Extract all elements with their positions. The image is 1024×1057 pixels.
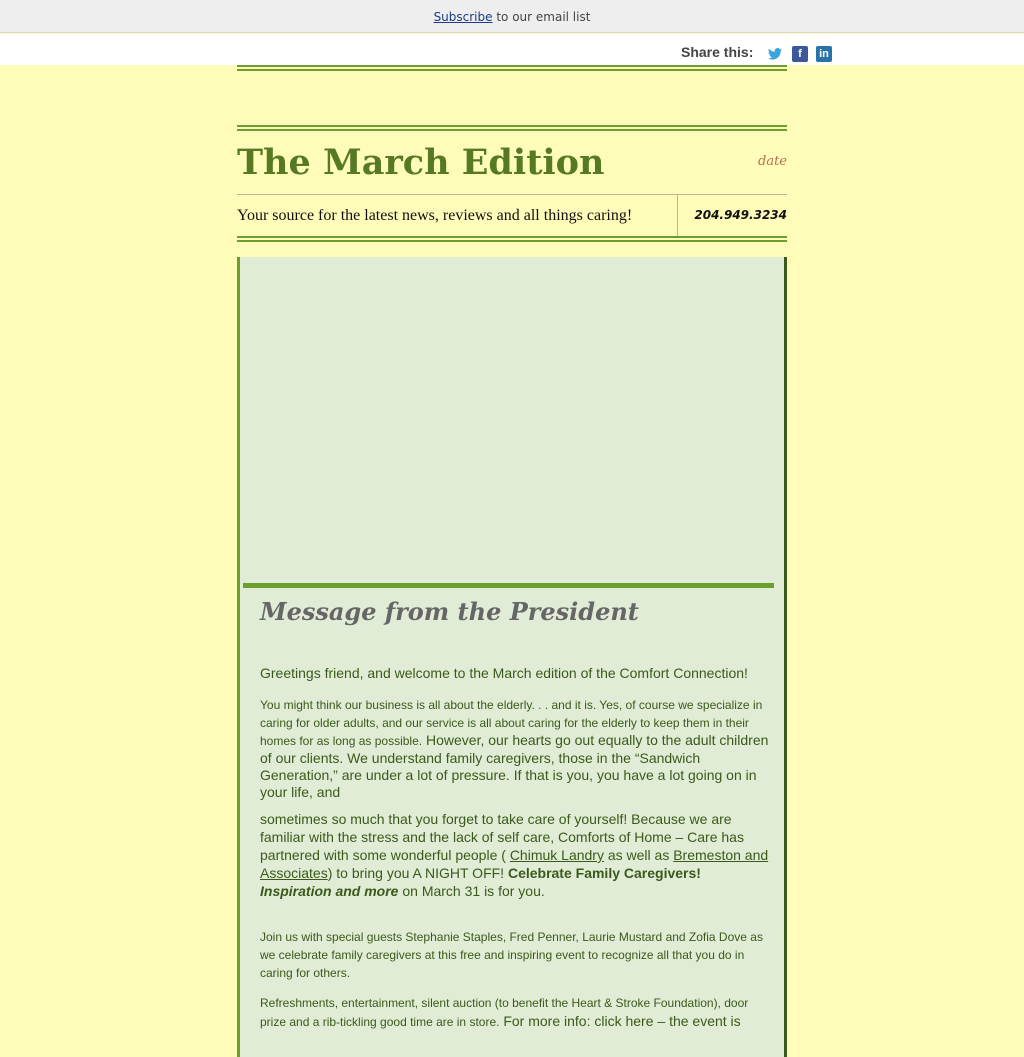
intro-large-text: However, our hearts go out equally to the adult children of our clients. We understand family caregivers, those in the “Sandwich Generation,” are under a lot of pressure. If that is you, you have a lot going on in your life, and: [260, 732, 769, 800]
twitter-icon[interactable]: [767, 46, 783, 62]
event-text-b: as well as: [603, 847, 674, 863]
header-bottom-divider: [237, 236, 787, 242]
phone-number: 204.949.3234: [694, 208, 787, 222]
tagline: Your source for the latest news, reviews and all things caring!: [237, 207, 633, 224]
event-text-d: on March 31 is for you.: [398, 883, 545, 899]
hero-image: [243, 257, 777, 583]
issue-date: date: [758, 154, 787, 169]
chimuk-landry-link[interactable]: Chimuk Landry: [509, 847, 604, 863]
event-text-c: ) to bring you A NIGHT OFF!: [327, 865, 508, 881]
share-label: Share this:: [681, 44, 754, 60]
event-paragraph: [260, 810, 770, 900]
article: [260, 597, 770, 1031]
more-info-text[interactable]: For more info: click here – the event is: [499, 1013, 741, 1029]
header-thin-divider: [237, 194, 787, 195]
subscribe-link[interactable]: Subscribe: [433, 10, 493, 24]
main-panel: [237, 257, 787, 1057]
refreshments-small-text: Refreshments, entertainment, silent auction (to benefit the Heart & Stroke Foundation), door prize and a rib-tickling good time are in store.: [260, 996, 749, 1029]
guests-paragraph: Join us with special guests Stephanie Staples, Fred Penner, Laurie Mustard and Zofia Dove as we celebrate family caregivers at this free and inspiring event to recognize all that you do in caring for others.: [260, 930, 763, 980]
intro-paragraph: [260, 696, 770, 801]
newsletter-title: The March Edition: [237, 142, 605, 183]
hero-divider: [243, 583, 774, 588]
header-vertical-divider: [677, 195, 678, 238]
top-divider: [237, 65, 787, 71]
linkedin-icon[interactable]: in: [816, 46, 832, 62]
intro-small-text: You might think our business is all about the elderly. . . and it is. Yes, of course we specialize in caring for older adults, and our service is all about caring for the elderly to keep them in their homes for as long as possible.: [260, 698, 763, 748]
article-heading: Message from the President: [260, 597, 639, 626]
facebook-icon[interactable]: f: [792, 46, 808, 62]
event-subtitle-bolditalic: Inspiration and more: [260, 883, 399, 899]
share-bar: [0, 34, 1024, 65]
subscribe-text: to our email list: [492, 10, 591, 24]
greeting-paragraph: Greetings friend, and welcome to the March edition of the Comfort Connection!: [260, 665, 748, 681]
refreshments-paragraph: [260, 994, 770, 1031]
header-top-divider: [237, 125, 787, 131]
subscribe-bar: [0, 0, 1024, 33]
event-text-a: sometimes so much that you forget to take care of yourself! Because we are familiar with the stress and the lack of self care, Comforts of Home – Care has partnered with some wonderful people (: [260, 811, 744, 863]
event-title-bold: Celebrate Family Caregivers!: [507, 865, 701, 881]
bremeston-link[interactable]: Bremeston and Associates: [260, 847, 769, 881]
